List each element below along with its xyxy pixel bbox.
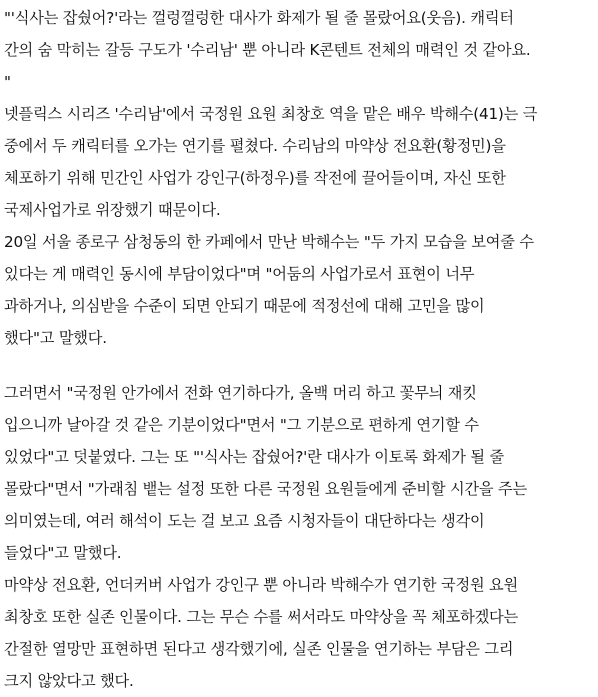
text-line: 마약상 전요환, 언더커버 사업가 강인구 뿐 아니라 박해수가 연기한 국정원 요원 (4, 576, 518, 594)
text-line: 최창호 또한 실존 인물이다. 그는 무슨 수를 써서라도 마약상을 꼭 체포하겠다는 (4, 608, 518, 626)
text-line: 국제사업가로 위장했기 때문이다. (4, 201, 221, 219)
text-line: 크지 않았다고 했다. (4, 672, 134, 690)
text-line: 했다"고 말했다. (4, 329, 107, 347)
text-line: 입으니까 날아갈 것 같은 기분이었다"면서 "그 기분으로 편하게 연기할 수 (4, 416, 479, 434)
text-line: 과하거나, 의심받을 수준이 되면 안되기 때문에 적정선에 대해 고민을 많이 (4, 297, 485, 315)
text-line: 의미였는데, 여러 해석이 도는 걸 보고 요즘 시청자들이 대단하다는 생각이 (4, 512, 485, 530)
text-line: 있다는 게 매력인 동시에 부담이었다"며 "어둠의 사업가로서 표현이 너무 (4, 265, 475, 283)
text-line: 있었다"고 덧붙였다. 그는 또 "'식사는 잡쉈어?'란 대사가 이토록 화제가 될 줄 (4, 448, 504, 466)
text-line: 넷플릭스 시리즈 '수리남'에서 국정원 요원 최창호 역을 맡은 배우 박해수(41)는 극 (4, 105, 538, 123)
text-line: 간절한 열망만 표현하면 된다고 생각했기에, 실존 인물을 연기하는 부담은 그리 (4, 640, 514, 658)
text-line: " (4, 73, 11, 91)
text-line: 그러면서 "국정원 안가에서 전화 연기하다가, 올백 머리 하고 꽃무늬 재킷 (4, 384, 477, 402)
text-line: 체포하기 위해 민간인 사업가 강인구(하정우)를 작전에 끌어들이며, 자신 또한 (4, 169, 506, 187)
text-line: 간의 숨 막히는 갈등 구도가 '수리남' 뿐 아니라 K콘텐트 전체의 매력인 것 같아요. (4, 41, 531, 59)
text-line: "'식사는 잡쉈어?'라는 껄렁껄렁한 대사가 화제가 될 줄 몰랐어요(웃음). 캐릭터 (4, 9, 514, 27)
text-line: 들었다"고 말했다. (4, 544, 122, 562)
text-line: 20일 서울 종로구 삼청동의 한 카페에서 만난 박해수는 "두 가지 모습을 보여줄 수 (4, 233, 534, 251)
text-line: 중에서 두 캐릭터를 오가는 연기를 펼쳤다. 수리남의 마약상 전요환(황정민)을 (4, 137, 506, 155)
text-line: 몰랐다"면서 "가래침 뱉는 설정 또한 다른 국정원 요원들에게 준비할 시간을 주는 (4, 480, 527, 498)
